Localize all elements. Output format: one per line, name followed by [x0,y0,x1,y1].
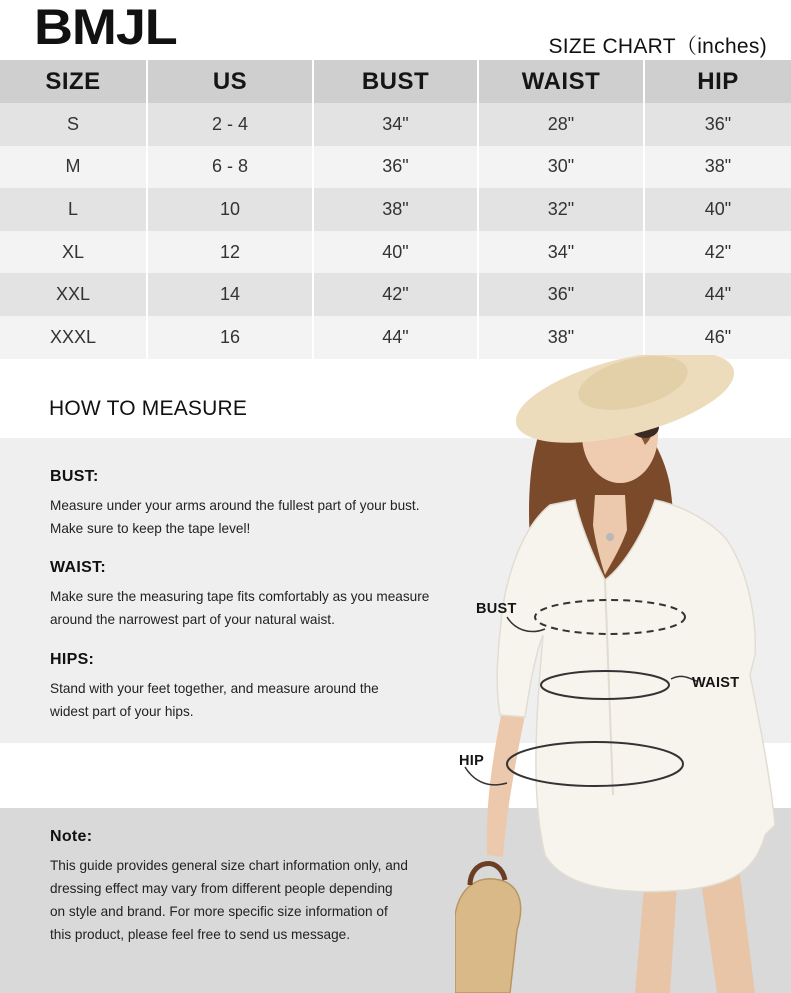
note-text-line: on style and brand. For more specific size information of [50,904,388,919]
hips-text-line: Stand with your feet together, and measure around the [50,681,379,696]
note-text-line: dressing effect may vary from different people depending [50,881,393,896]
bust-instructions [50,468,420,540]
table-cell: 34" [478,231,644,274]
waist-text-line: around the narrowest part of your natural waist. [50,612,335,627]
hips-instructions [50,651,379,723]
note-label: Note: [50,828,93,845]
table-cell: 12 [147,231,313,274]
model-photo [455,355,791,993]
table-cell: 30" [478,146,644,189]
table-cell: L [0,188,147,231]
bust-label: BUST: [50,468,99,485]
table-cell: 32" [478,188,644,231]
table-cell: 44" [644,273,791,316]
column-header-bust: BUST [313,60,478,103]
table-cell: M [0,146,147,189]
table-cell: 40" [313,231,478,274]
necklace-icon [606,533,614,541]
hips-text-line: widest part of your hips. [50,704,194,719]
waist-figure-label: WAIST [692,675,740,691]
column-header-size: SIZE [0,60,147,103]
waist-instructions [50,559,429,631]
table-cell: 42" [313,273,478,316]
table-cell: 36" [478,273,644,316]
table-cell: 2 - 4 [147,103,313,146]
table-row [0,103,791,146]
table-cell: 28" [478,103,644,146]
waist-text-line: Make sure the measuring tape fits comfortably as you measure [50,589,430,604]
column-header-waist: WAIST [478,60,644,103]
bust-text-line: Measure under your arms around the fullest part of your bust. [50,498,420,513]
table-cell: 34" [313,103,478,146]
table-cell: 42" [644,231,791,274]
model-shirt [497,500,775,892]
table-cell: 38" [313,188,478,231]
table-row [0,146,791,189]
table-cell: XXXL [0,316,147,359]
table-cell: 16 [147,316,313,359]
table-cell: 40" [644,188,791,231]
straw-bag-icon [455,879,521,993]
table-cell: 46" [644,316,791,359]
table-cell: 38" [644,146,791,189]
table-cell: XXL [0,273,147,316]
table-header-row [0,60,791,103]
note-text-line: This guide provides general size chart information only, and [50,858,408,873]
table-row [0,316,791,359]
table-cell: 36" [644,103,791,146]
column-header-us: US [147,60,313,103]
table-row [0,188,791,231]
hip-figure-label: HIP [459,753,485,769]
table-cell: XL [0,231,147,274]
table-cell: 6 - 8 [147,146,313,189]
table-cell: S [0,103,147,146]
note-text-line: this product, please feel free to send us message. [50,927,350,942]
table-row [0,231,791,274]
bust-figure-label: BUST [476,601,517,617]
note-block [50,828,408,946]
table-cell: 38" [478,316,644,359]
column-header-hip: HIP [644,60,791,103]
table-cell: 14 [147,273,313,316]
model-legs [635,875,755,993]
size-chart-title: SIZE CHART（inches) [548,35,767,58]
size-chart-table [0,60,791,359]
waist-label: WAIST: [50,559,107,576]
table-row [0,273,791,316]
brand-logo: BMJL [34,0,177,55]
table-cell: 36" [313,146,478,189]
bust-text-line: Make sure to keep the tape level! [50,521,251,536]
hips-label: HIPS: [50,651,95,668]
table-cell: 44" [313,316,478,359]
table-cell: 10 [147,188,313,231]
how-to-measure-heading: HOW TO MEASURE [49,397,248,420]
